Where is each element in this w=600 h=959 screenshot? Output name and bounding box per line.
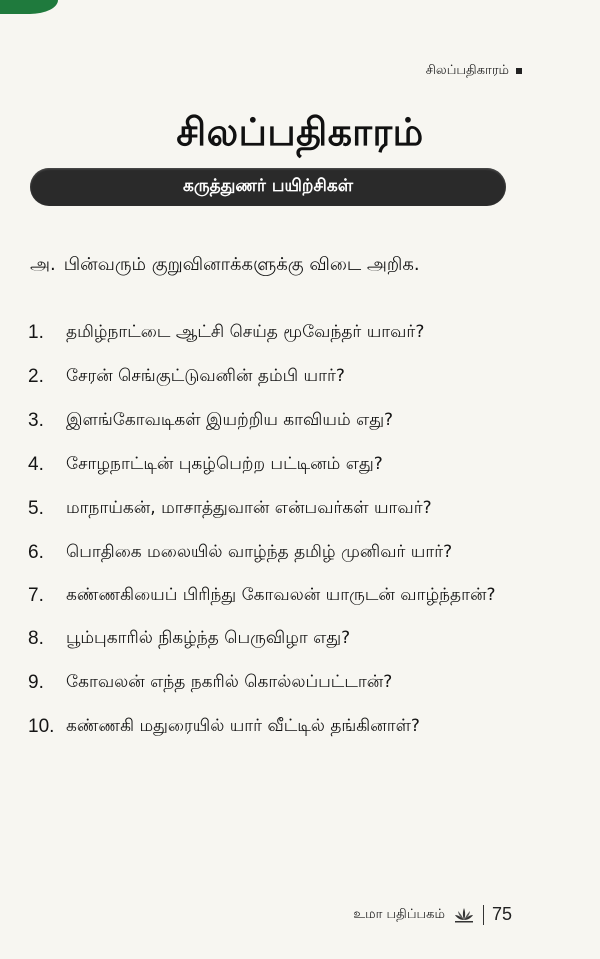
running-header-text: சிலப்பதிகாரம் bbox=[425, 63, 509, 78]
question-item bbox=[28, 364, 528, 389]
question-text: கோவலன் எந்த நகரில் கொல்லப்பட்டான்? bbox=[66, 672, 393, 692]
exercise-prefix: அ. bbox=[30, 254, 56, 275]
question-number: 2. bbox=[28, 366, 44, 387]
question-item bbox=[28, 714, 528, 739]
question-text: சேரன் செங்குட்டுவனின் தம்பி யார்? bbox=[66, 366, 345, 386]
publisher-lotus-logo-icon bbox=[453, 907, 475, 923]
question-number: 8. bbox=[28, 628, 44, 649]
question-text: பூம்புகாரில் நிகழ்ந்த பெருவிழா எது? bbox=[66, 628, 351, 648]
corner-color-tab bbox=[0, 0, 58, 14]
page-footer bbox=[353, 904, 512, 925]
exercise-heading bbox=[30, 254, 420, 277]
exercise-instruction: பின்வரும் குறுவினாக்களுக்கு விடை அறிக. bbox=[63, 254, 420, 275]
question-item bbox=[28, 452, 528, 477]
footer-divider bbox=[483, 905, 484, 925]
question-item bbox=[28, 408, 528, 433]
question-number: 9. bbox=[28, 672, 44, 693]
question-number: 7. bbox=[28, 585, 44, 606]
page-title: சிலப்பதிகாரம் bbox=[176, 110, 424, 154]
question-item bbox=[28, 540, 528, 565]
question-item bbox=[28, 626, 528, 651]
question-number: 1. bbox=[28, 322, 44, 343]
publisher-name: உமா பதிப்பகம் bbox=[353, 906, 445, 922]
question-text: தமிழ்நாட்டை ஆட்சி செய்த மூவேந்தர் யாவர்? bbox=[66, 322, 425, 342]
question-number: 4. bbox=[28, 454, 44, 475]
question-text: கண்ணகியைப் பிரிந்து கோவலன் யாருடன் வாழ்ந்தான்? bbox=[66, 585, 496, 605]
question-item bbox=[28, 496, 528, 521]
question-number: 6. bbox=[28, 542, 44, 563]
section-banner bbox=[30, 168, 506, 206]
square-bullet-icon bbox=[516, 68, 522, 74]
question-text: மாநாய்கன், மாசாத்துவான் என்பவர்கள் யாவர்? bbox=[66, 498, 432, 518]
question-item bbox=[28, 670, 528, 695]
question-number: 5. bbox=[28, 498, 44, 519]
question-list bbox=[28, 320, 528, 758]
question-text: கண்ணகி மதுரையில் யார் வீட்டில் தங்கினாள்? bbox=[66, 716, 420, 736]
question-item bbox=[28, 583, 528, 608]
running-header bbox=[426, 63, 522, 79]
question-number: 10. bbox=[28, 716, 55, 737]
question-number: 3. bbox=[28, 410, 44, 431]
question-text: இளங்கோவடிகள் இயற்றிய காவியம் எது? bbox=[66, 410, 394, 430]
question-item bbox=[28, 320, 528, 345]
banner-label: கருத்துணர் பயிற்சிகள் bbox=[182, 176, 354, 196]
question-text: சோழநாட்டின் புகழ்பெற்ற பட்டினம் எது? bbox=[66, 454, 383, 474]
question-text: பொதிகை மலையில் வாழ்ந்த தமிழ் முனிவர் யார்? bbox=[66, 542, 453, 562]
page-number: 75 bbox=[491, 904, 512, 924]
